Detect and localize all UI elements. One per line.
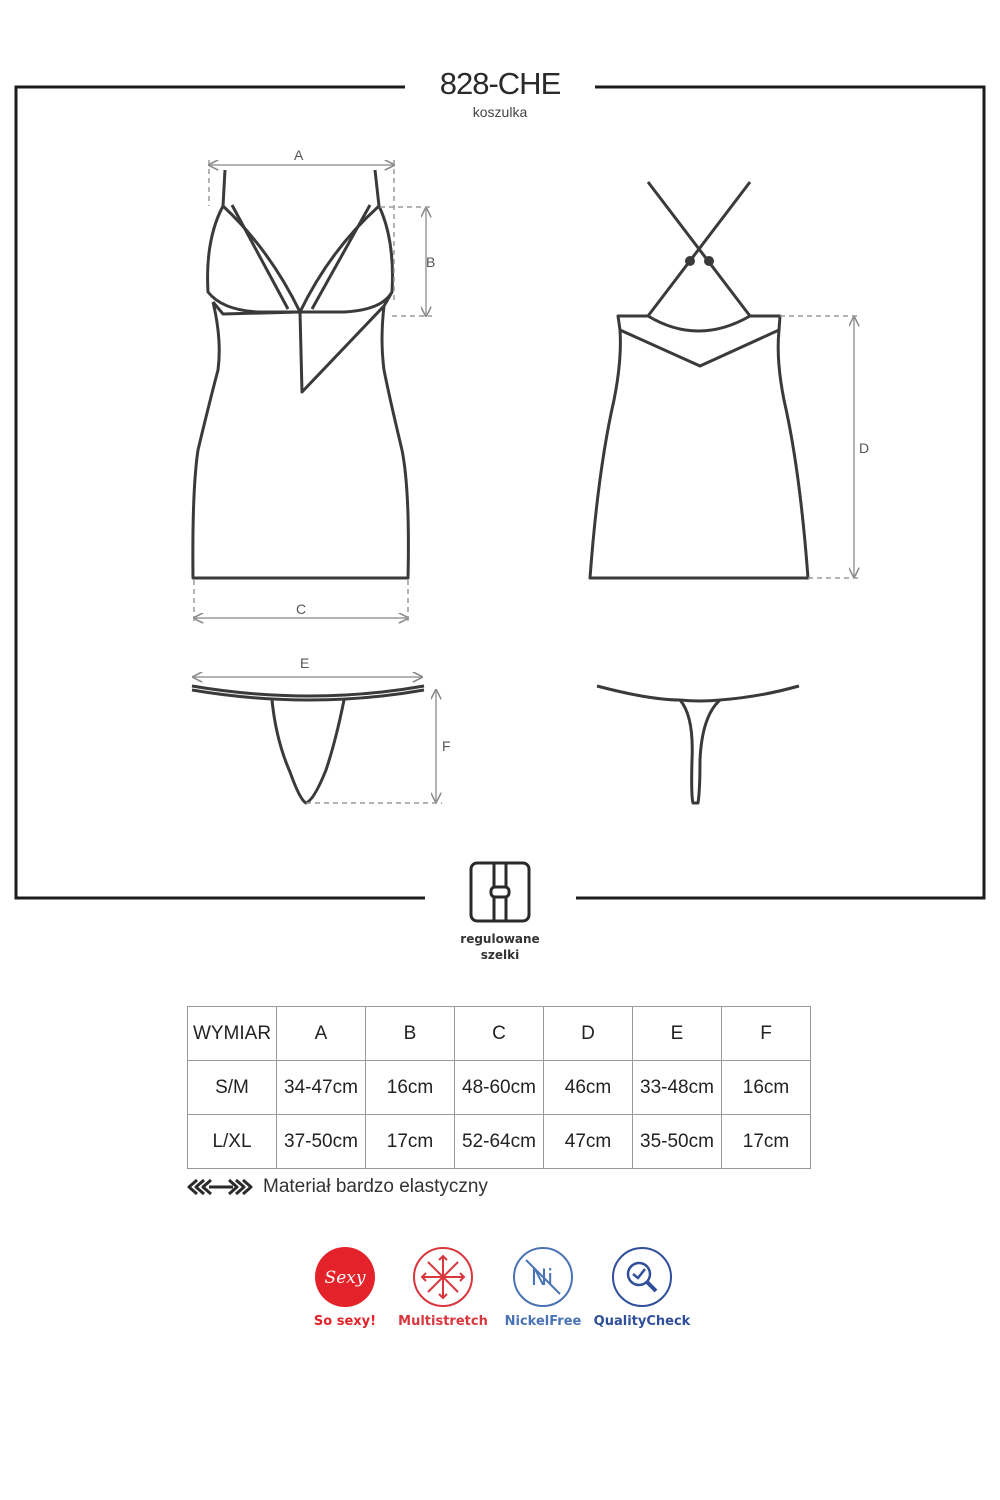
badge-label: So sexy!: [313, 1314, 377, 1329]
quality-check-icon: [611, 1246, 673, 1308]
table-cell: 16cm: [722, 1061, 811, 1115]
adjustable-strap-icon: [469, 861, 531, 923]
table-cell: 33-48cm: [633, 1061, 722, 1115]
badge-multistretch: [393, 1246, 493, 1329]
chemise-front-drawing: [193, 170, 409, 578]
table-cell: 17cm: [722, 1115, 811, 1169]
badge-quality-check: [592, 1246, 692, 1329]
dimension-lines: [193, 160, 860, 803]
nickel-free-icon-text: Ni: [530, 1266, 554, 1291]
product-type: koszulka: [472, 104, 528, 120]
dimension-label-b: B: [426, 254, 436, 270]
table-header-cell: E: [633, 1007, 722, 1061]
thong-front-drawing: [192, 686, 424, 803]
dimension-label-a: A: [294, 147, 304, 163]
sexy-icon-text: Sexy: [324, 1268, 366, 1288]
feature-label-line-1: regulowane: [460, 932, 540, 946]
table-header-cell: C: [455, 1007, 544, 1061]
badge-label: Multistretch: [398, 1314, 488, 1329]
adjustable-strap-label: [440, 931, 560, 963]
table-cell: L/XL: [188, 1115, 277, 1169]
dimension-label-e: E: [300, 655, 310, 671]
badge-label: QualityCheck: [593, 1314, 691, 1329]
table-header-cell: F: [722, 1007, 811, 1061]
table-cell: 34-47cm: [277, 1061, 366, 1115]
multistretch-icon: [412, 1246, 474, 1308]
dimension-label-f: F: [442, 738, 451, 754]
table-header-cell: D: [544, 1007, 633, 1061]
table-cell: 17cm: [366, 1115, 455, 1169]
feature-badges: [300, 1246, 700, 1346]
dimension-label-c: C: [296, 601, 307, 617]
badge-so-sexy: [295, 1246, 395, 1329]
table-row: [188, 1061, 811, 1115]
table-cell: 46cm: [544, 1061, 633, 1115]
nickel-free-icon: [512, 1246, 574, 1308]
table-cell: 35-50cm: [633, 1115, 722, 1169]
table-cell: 16cm: [366, 1061, 455, 1115]
frame: [16, 87, 984, 898]
table-header-cell: A: [277, 1007, 366, 1061]
material-note-text: Materiał bardzo elastyczny: [263, 1176, 488, 1197]
badge-label: NickelFree: [504, 1314, 582, 1329]
size-table: [187, 1006, 811, 1169]
sexy-icon: [314, 1246, 376, 1308]
table-header-cell: B: [366, 1007, 455, 1061]
badge-nickel-free: [493, 1246, 593, 1329]
table-cell: 37-50cm: [277, 1115, 366, 1169]
thong-back-drawing: [597, 686, 799, 803]
table-cell: 52-64cm: [455, 1115, 544, 1169]
table-row: [188, 1115, 811, 1169]
table-header-cell: WYMIAR: [188, 1007, 277, 1061]
stretch-arrows-icon: [187, 1178, 253, 1196]
product-code: 828-CHE: [439, 66, 561, 101]
table-cell: S/M: [188, 1061, 277, 1115]
table-cell: 47cm: [544, 1115, 633, 1169]
table-header-row: [188, 1007, 811, 1061]
table-cell: 48-60cm: [455, 1061, 544, 1115]
chemise-back-drawing: [590, 182, 808, 578]
dimension-label-d: D: [859, 440, 870, 456]
feature-label-line-2: szelki: [480, 948, 520, 962]
material-note: [187, 1176, 488, 1198]
